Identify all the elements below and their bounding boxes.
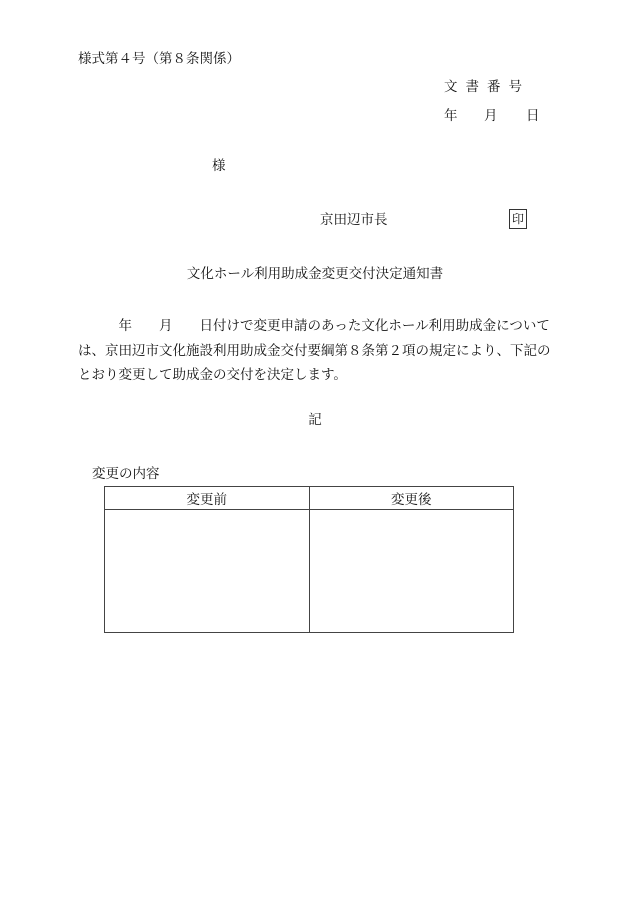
document-title: 文化ホール利用助成金変更交付決定通知書: [186, 266, 444, 282]
issuer-name: 京田辺市長: [320, 212, 388, 228]
change-table: [104, 486, 514, 633]
ki-heading: 記: [308, 412, 322, 428]
before-cell: [105, 510, 310, 633]
date-day-label: 日: [526, 108, 540, 124]
column-header-after: 変更後: [309, 487, 514, 510]
addressee-suffix: 様: [212, 158, 226, 174]
change-content-heading: 変更の内容: [92, 466, 160, 482]
seal-mark: 印: [509, 209, 527, 229]
table-header-row: [105, 487, 514, 510]
date-line: [444, 107, 540, 125]
after-cell: [309, 510, 514, 633]
table-row: [105, 510, 514, 633]
document-number-label: 文書番号: [444, 79, 530, 95]
form-number: 様式第４号（第８条関係）: [78, 51, 240, 67]
date-month-label: 月: [484, 108, 498, 124]
date-year-label: 年: [444, 108, 458, 124]
column-header-before: 変更前: [105, 487, 310, 510]
body-paragraph: 年 月 日付けで変更申請のあった文化ホール利用助成金については、京田辺市文化施設利用助成金交付要綱第８条第２項の規定により、下記のとおり変更して助成金の交付を決定します。: [78, 318, 551, 383]
